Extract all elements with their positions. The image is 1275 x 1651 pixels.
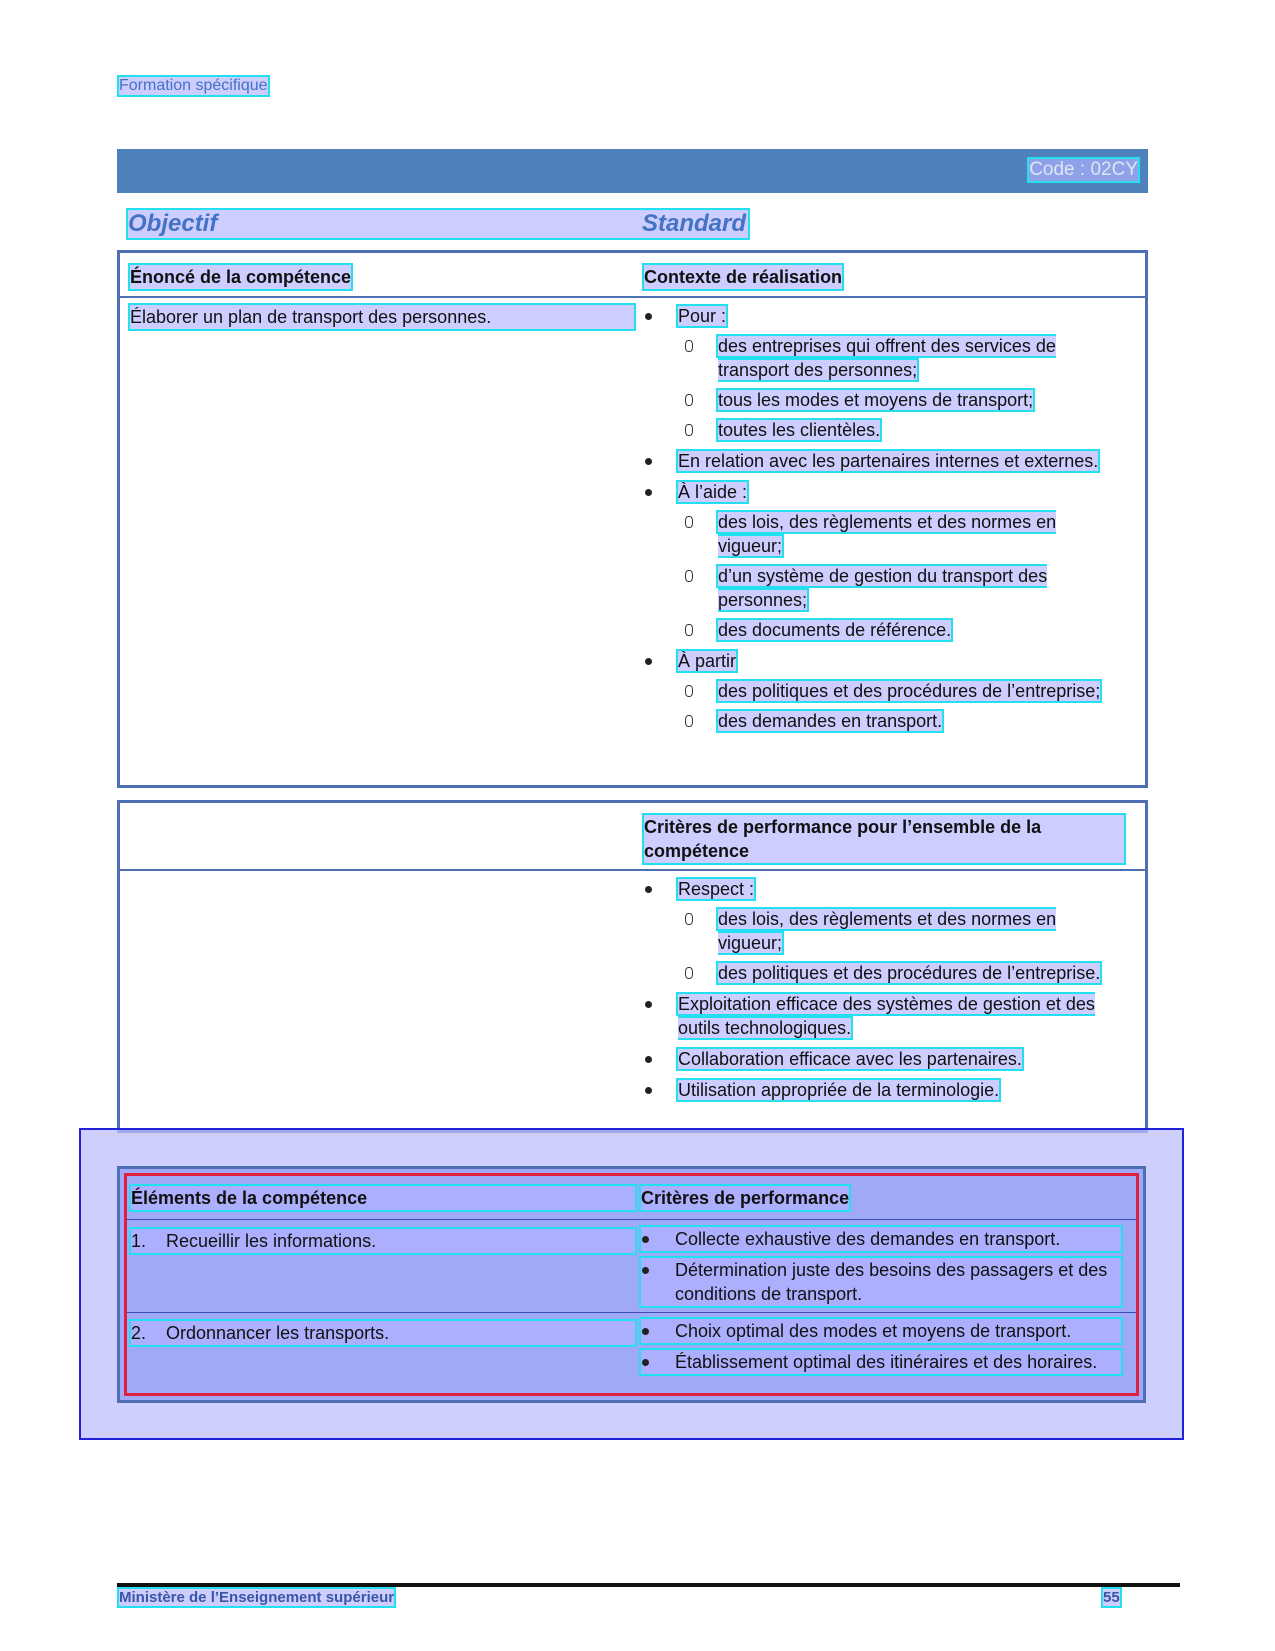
overall-criteria-item	[644, 877, 1124, 985]
overall-criteria-subitem-text: des politiques et des procédures de l’entreprise.	[718, 963, 1101, 983]
element-2-text: Ordonnancer les transports.	[166, 1323, 390, 1343]
overall-criteria-item-text: Collaboration efficace avec les partenaires.	[678, 1049, 1022, 1069]
overall-criteria-item-text: Utilisation appropriée de la terminologie.	[678, 1080, 1000, 1100]
circle-bullet-icon	[685, 685, 693, 697]
competence-table-header	[120, 253, 1145, 298]
element-2-criteria	[641, 1319, 1121, 1381]
statement-header: Énoncé de la compétence	[130, 267, 352, 287]
bullet-icon	[642, 1267, 649, 1274]
circle-bullet-icon	[685, 715, 693, 727]
element-2-number: 2.	[131, 1323, 147, 1343]
criterion-text: Collecte exhaustive des demandes en transport.	[675, 1229, 1061, 1249]
bullet-icon	[645, 658, 652, 665]
context-subitem-text: tous les modes et moyens de transport;	[718, 390, 1034, 410]
context-subitem-text: des entreprises qui offrent des services de transport des personnes;	[718, 336, 1056, 380]
criterion-1-2	[641, 1258, 1121, 1306]
circle-bullet-icon	[685, 516, 693, 528]
objective-standard-row	[128, 210, 748, 238]
objective-label: Objectif	[128, 210, 218, 237]
element-1-criteria	[641, 1227, 1121, 1313]
element-1-text: Recueillir les informations.	[166, 1231, 377, 1251]
circle-bullet-icon	[685, 913, 693, 925]
overall-criteria-item-text: Respect :	[678, 879, 755, 899]
bullet-icon	[645, 489, 652, 496]
context-subitem	[678, 679, 1124, 703]
context-item-text: À l’aide :	[678, 482, 748, 502]
circle-bullet-icon	[685, 967, 693, 979]
context-item-text: En relation avec les partenaires internes et externes.	[678, 451, 1099, 471]
bullet-icon	[645, 458, 652, 465]
footer-rule	[117, 1583, 1180, 1587]
criterion-2-1	[641, 1319, 1121, 1343]
context-subitem-text: des politiques et des procédures de l’entreprise;	[718, 681, 1101, 701]
bullet-icon	[642, 1328, 649, 1335]
circle-bullet-icon	[685, 340, 693, 352]
code-bar	[117, 149, 1148, 193]
context-subitem-text: des lois, des règlements et des normes en vigueur;	[718, 512, 1057, 556]
elements-header-row	[127, 1176, 1136, 1220]
context-subitem	[678, 418, 1124, 442]
criterion-text: Établissement optimal des itinéraires et des horaires.	[675, 1352, 1098, 1372]
competency-code: Code : 02CY	[1029, 159, 1138, 180]
context-subitem-text: des demandes en transport.	[718, 711, 943, 731]
document-header: Formation spécifique	[119, 77, 268, 94]
context-subitem	[678, 510, 1124, 558]
criterion-1-1	[641, 1227, 1121, 1251]
overall-criteria-table	[117, 800, 1148, 1133]
criterion-2-2	[641, 1350, 1121, 1374]
bullet-icon	[645, 1056, 652, 1063]
page-number: 55	[1103, 1589, 1120, 1606]
context-subitem	[678, 709, 1124, 733]
overall-criteria-header-row	[120, 803, 1145, 871]
context-subitem	[678, 564, 1124, 612]
overall-criteria-subitem-text: des lois, des règlements et des normes en vigueur;	[718, 909, 1057, 953]
overall-criteria-item-text: Exploitation efficace des systèmes de gestion et des outils technologiques.	[678, 994, 1095, 1038]
circle-bullet-icon	[685, 570, 693, 582]
overall-criteria-sublist	[678, 907, 1124, 985]
context-item	[644, 449, 1124, 473]
overall-criteria-item	[644, 992, 1124, 1040]
criterion-text: Choix optimal des modes et moyens de transport.	[675, 1321, 1072, 1341]
bullet-icon	[642, 1236, 649, 1243]
context-sublist	[678, 679, 1124, 733]
context-list-container	[644, 304, 1124, 740]
overall-criteria-header: Critères de performance pour l’ensemble de la compétence	[644, 815, 1124, 863]
elements-table-selection	[124, 1173, 1139, 1396]
context-sublist	[678, 334, 1124, 442]
element-2	[131, 1321, 635, 1345]
element-1-criteria-list	[641, 1227, 1121, 1306]
bullet-icon	[645, 313, 652, 320]
element-row-1	[127, 1221, 1136, 1313]
context-item	[644, 649, 1124, 733]
overall-criteria-list	[644, 877, 1124, 1102]
standard-label: Standard	[642, 210, 747, 237]
circle-bullet-icon	[685, 424, 693, 436]
context-subitem	[678, 334, 1124, 382]
competence-table	[117, 250, 1148, 788]
circle-bullet-icon	[685, 394, 693, 406]
overall-criteria-list-container	[644, 877, 1124, 1109]
element-1	[131, 1229, 635, 1253]
context-list	[644, 304, 1124, 733]
element-row-2	[127, 1313, 1136, 1401]
footer-ministry: Ministère de l’Enseignement supérieur	[119, 1589, 395, 1606]
element-2-criteria-list	[641, 1319, 1121, 1374]
overall-criteria-item	[644, 1078, 1124, 1102]
bullet-icon	[645, 886, 652, 893]
context-subitem-text: d’un système de gestion du transport des personnes;	[718, 566, 1048, 610]
context-sublist	[678, 510, 1124, 642]
bullet-icon	[642, 1359, 649, 1366]
competence-statement: Élaborer un plan de transport des personnes.	[130, 305, 634, 329]
overall-criteria-subitem	[678, 907, 1124, 955]
context-subitem-text: toutes les clientèles.	[718, 420, 881, 440]
bullet-icon	[645, 1087, 652, 1094]
context-subitem	[678, 618, 1124, 642]
bullet-icon	[645, 1001, 652, 1008]
context-item	[644, 304, 1124, 442]
context-subitem-text: des documents de référence.	[718, 620, 952, 640]
circle-bullet-icon	[685, 624, 693, 636]
context-item-text: À partir	[678, 651, 737, 671]
elements-header: Éléments de la compétence	[131, 1186, 635, 1210]
overall-criteria-subitem	[678, 961, 1124, 985]
elements-table	[117, 1166, 1146, 1403]
context-item-text: Pour :	[678, 306, 727, 326]
criterion-text: Détermination juste des besoins des passagers et des conditions de transport.	[675, 1260, 1108, 1304]
context-subitem	[678, 388, 1124, 412]
context-header: Contexte de réalisation	[644, 267, 843, 287]
context-item	[644, 480, 1124, 642]
element-1-number: 1.	[131, 1231, 147, 1251]
criteria-header: Critères de performance	[641, 1188, 850, 1208]
overall-criteria-item	[644, 1047, 1124, 1071]
